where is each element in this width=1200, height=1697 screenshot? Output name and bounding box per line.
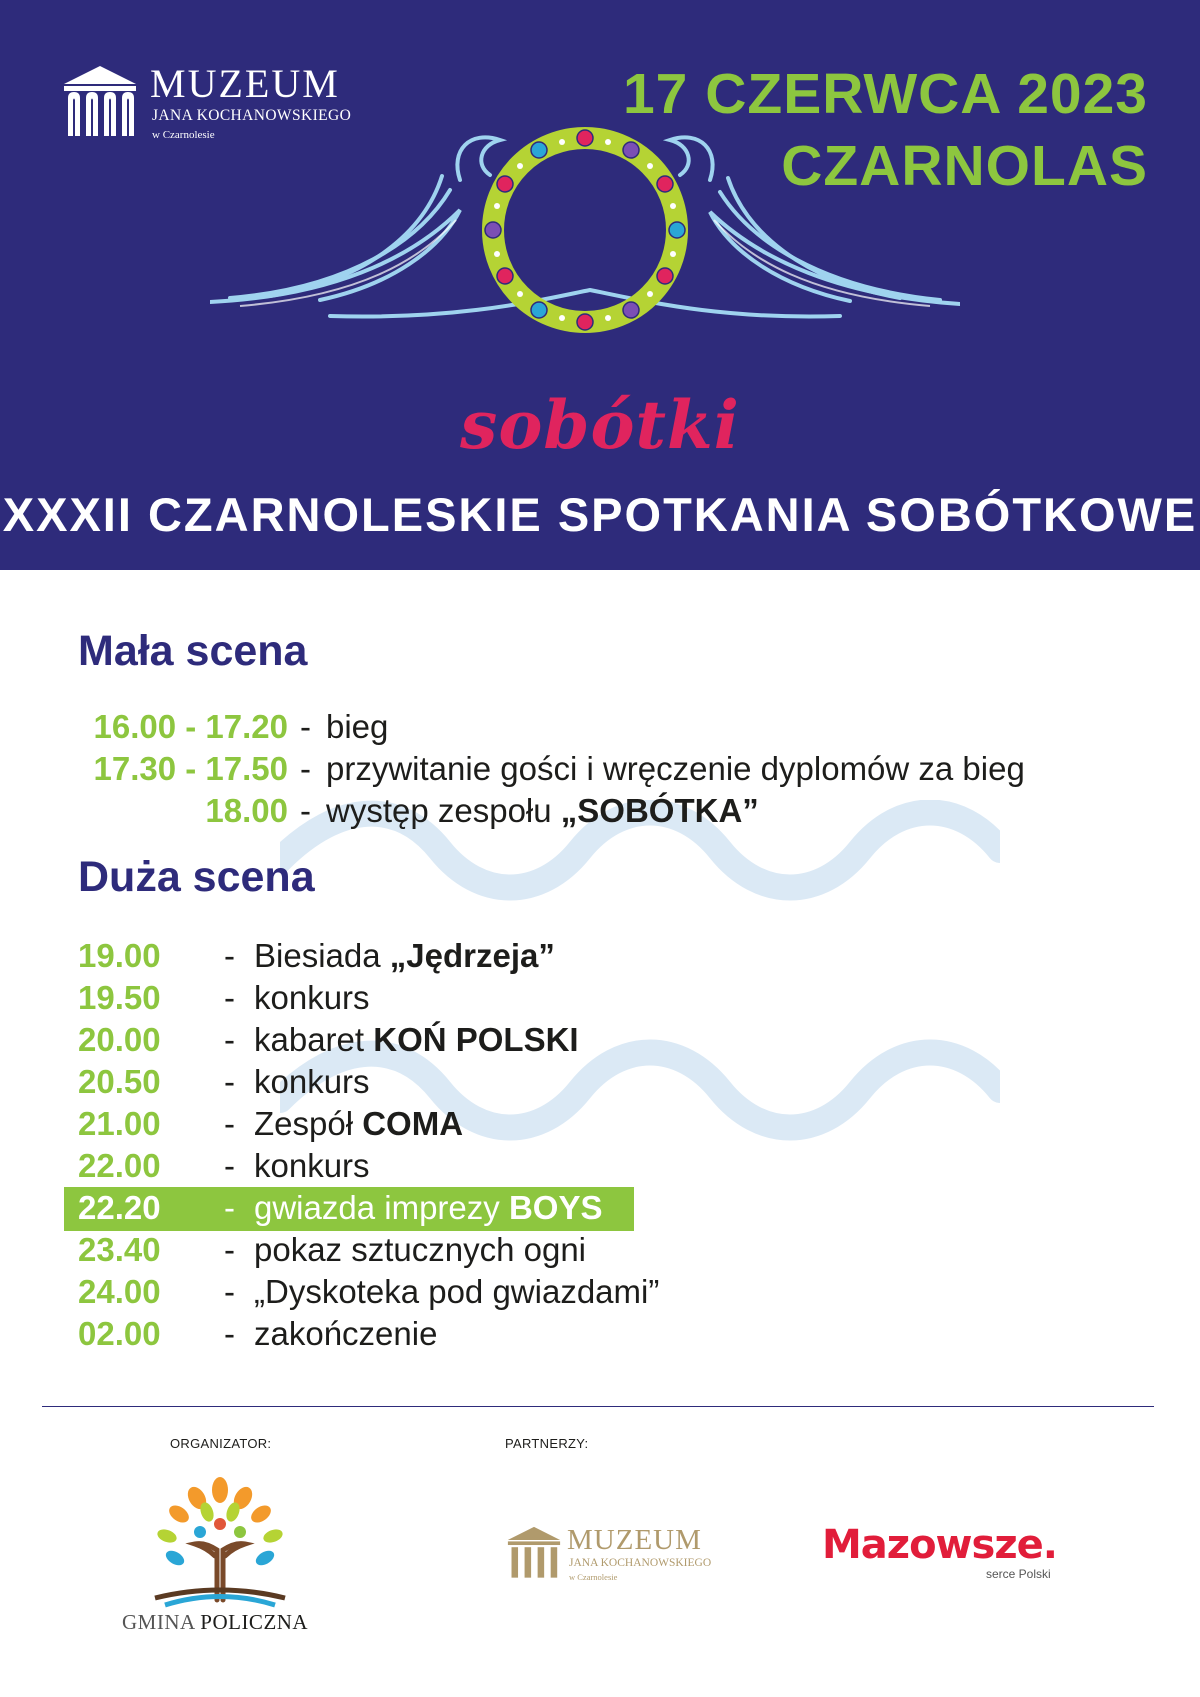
mazowsze-name: Mazowsze.	[822, 1522, 1057, 1568]
schedule-dash: -	[224, 1273, 235, 1310]
schedule-time: 22.00	[78, 1147, 161, 1184]
schedule-row	[78, 1019, 978, 1061]
schedule-text: kabaret KOŃ POLSKI	[254, 1021, 579, 1058]
partners-label: PARTNERZY:	[505, 1436, 589, 1451]
schedule-text: konkurs	[254, 1147, 370, 1184]
header-banner	[0, 0, 1200, 570]
event-date: 17 CZERWCA 2023	[622, 62, 1148, 126]
partner-museum-subtitle: JANA KOCHANOWSKIEGO	[569, 1557, 712, 1569]
schedule-row-highlighted	[78, 1187, 978, 1229]
schedule-time: 22.20	[78, 1189, 161, 1226]
schedule-row	[78, 935, 978, 977]
schedule-text: gwiazda imprezy BOYS	[254, 1189, 603, 1226]
schedule-text: Zespół COMA	[254, 1105, 464, 1142]
schedule-row	[78, 1103, 978, 1145]
big-stage-title: Duża scena	[78, 853, 315, 901]
schedule-time: 17.30 - 17.50	[93, 750, 288, 787]
schedule-row	[78, 748, 1158, 790]
schedule-row	[78, 790, 1158, 832]
partner-museum-logo[interactable]	[505, 1524, 735, 1594]
schedule-time: 20.00	[78, 1021, 161, 1058]
schedule-dash: -	[224, 1021, 235, 1058]
gmina-tree-logo-icon	[145, 1470, 295, 1620]
schedule-text: pokaz sztucznych ogni	[254, 1231, 587, 1268]
schedule-time: 20.50	[78, 1063, 161, 1100]
schedule-row	[78, 1271, 978, 1313]
museum-logo-subtitle: JANA KOCHANOWSKIEGO	[152, 107, 352, 124]
schedule-time: 16.00 - 17.20	[93, 708, 288, 745]
schedule-text: konkurs	[254, 1063, 370, 1100]
big-stage-schedule	[78, 935, 978, 1355]
schedule-dash: -	[224, 1231, 235, 1268]
museum-logo-name: MUZEUM	[150, 61, 340, 106]
schedule-row	[78, 977, 978, 1019]
schedule-dash: -	[224, 1105, 235, 1142]
sobotki-logotype: sobótki	[460, 386, 740, 464]
schedule-time: 21.00	[78, 1105, 161, 1142]
small-stage-schedule	[78, 706, 1158, 832]
event-place: CZARNOLAS	[781, 134, 1148, 198]
schedule-text: Biesiada „Jędrzeja”	[254, 937, 555, 974]
small-stage-title: Mała scena	[78, 627, 308, 675]
mazowsze-logo[interactable]	[822, 1523, 1072, 1583]
schedule-time: 02.00	[78, 1315, 161, 1352]
schedule-dash: -	[300, 792, 311, 829]
partner-museum-name: MUZEUM	[567, 1524, 702, 1556]
organizer-label: ORGANIZATOR:	[170, 1436, 272, 1451]
museum-building-icon	[505, 1524, 563, 1582]
wreath-waves-illustration	[210, 120, 960, 360]
schedule-row	[78, 1313, 978, 1355]
schedule-dash: -	[300, 750, 311, 787]
schedule-dash: -	[224, 937, 235, 974]
schedule-text: występ zespołu „SOBÓTKA”	[326, 792, 759, 829]
museum-logo-location: w Czarnolesie	[152, 129, 215, 141]
schedule-time: 19.50	[78, 979, 161, 1016]
footer-divider	[42, 1406, 1154, 1407]
schedule-row	[78, 1145, 978, 1187]
schedule-dash: -	[224, 1147, 235, 1184]
schedule-text: bieg	[326, 708, 389, 745]
schedule-time: 18.00	[205, 792, 288, 829]
schedule-text: przywitanie gości i wręczenie dyplomów za bieg	[326, 750, 1025, 787]
schedule-text: zakończenie	[254, 1315, 438, 1352]
schedule-dash: -	[224, 1189, 235, 1226]
schedule-dash: -	[224, 979, 235, 1016]
museum-building-icon	[60, 62, 140, 142]
schedule-dash: -	[224, 1315, 235, 1352]
gmina-policzna-logo[interactable]: GMINA POLICZNA	[122, 1610, 309, 1634]
schedule-time: 24.00	[78, 1273, 161, 1310]
schedule-row	[78, 1061, 978, 1103]
event-title: XXXII CZARNOLESKIE SPOTKANIA SOBÓTKOWE	[2, 488, 1198, 541]
schedule-row	[78, 1229, 978, 1271]
schedule-text: „Dyskoteka pod gwiazdami”	[254, 1273, 660, 1310]
mazowsze-tagline: serce Polski	[986, 1567, 1051, 1581]
schedule-time: 19.00	[78, 937, 161, 974]
schedule-row	[78, 706, 1158, 748]
partner-museum-location: w Czarnolesie	[569, 1572, 618, 1582]
schedule-dash: -	[300, 708, 311, 745]
schedule-time: 23.40	[78, 1231, 161, 1268]
schedule-dash: -	[224, 1063, 235, 1100]
schedule-text: konkurs	[254, 979, 370, 1016]
